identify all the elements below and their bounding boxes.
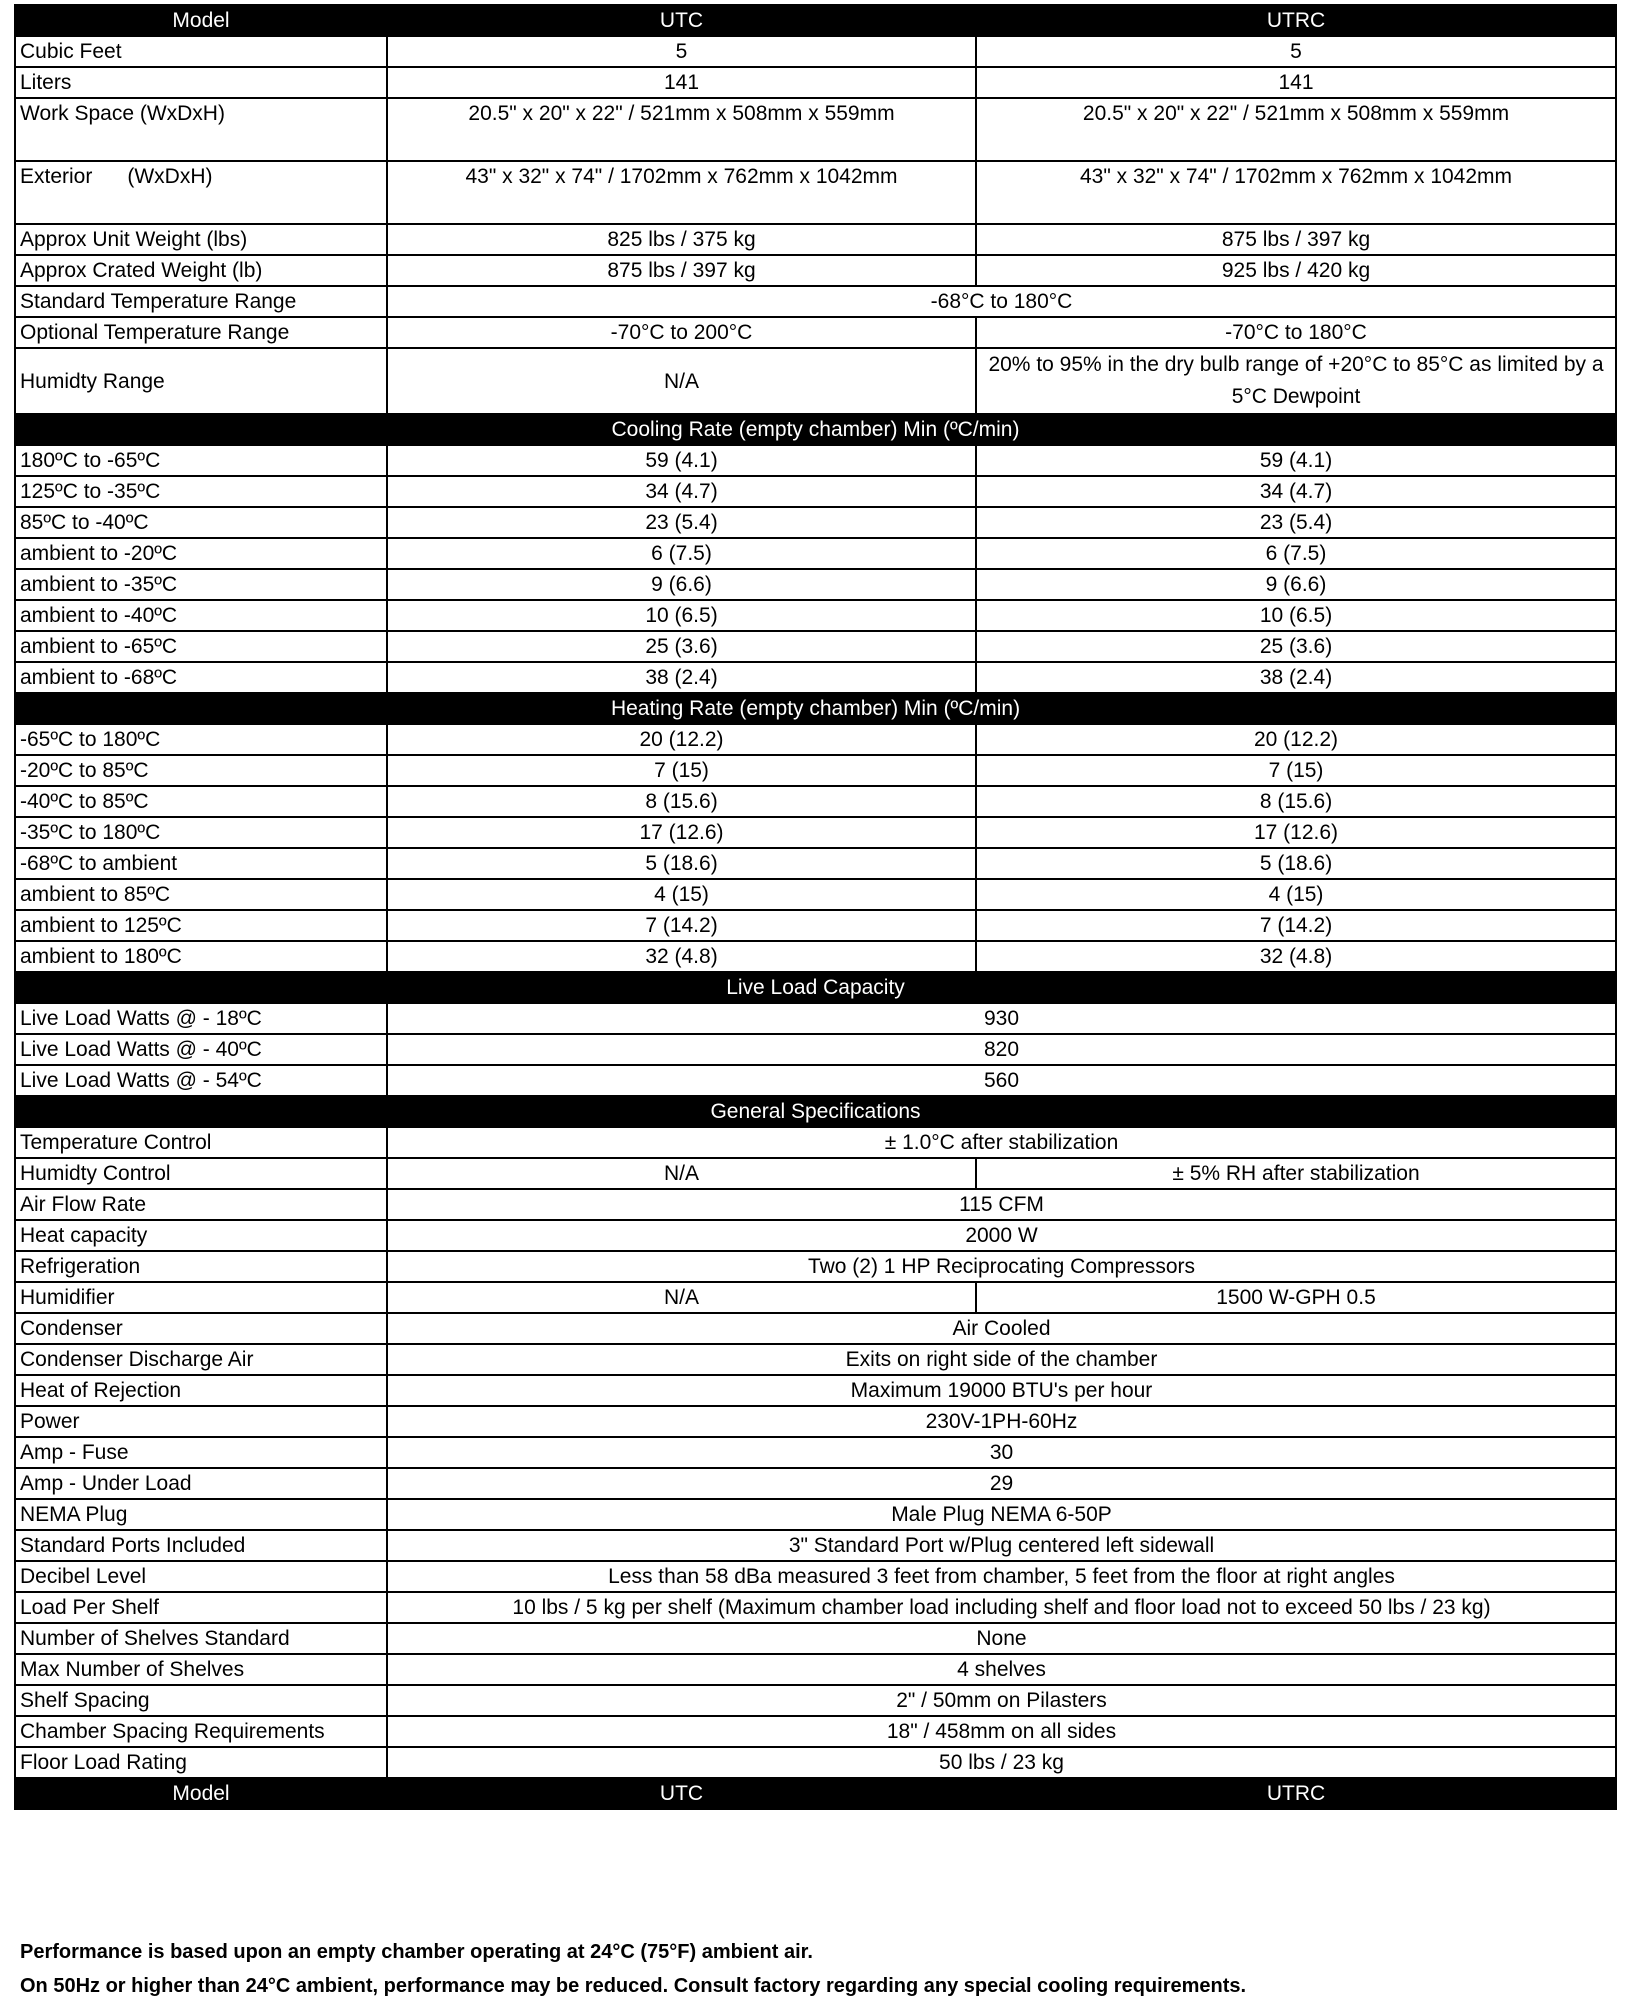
utrc-value: 7 (15) [976,755,1616,786]
row-label: Humidty Control [15,1158,387,1189]
row-temperature-control [15,1127,1616,1158]
utc-value: 7 (15) [387,755,976,786]
footer-utrc: UTRC [976,1778,1616,1809]
row-heat-capacity [15,1220,1616,1251]
shared-value: 930 [387,1003,1616,1034]
row-label: Heat capacity [15,1220,387,1251]
utc-value: 23 (5.4) [387,507,976,538]
utc-value: -70°C to 200°C [387,317,976,348]
table-row [15,631,1616,662]
spec-table [14,4,1617,1810]
utc-value: 38 (2.4) [387,662,976,693]
utc-value: 825 lbs / 375 kg [387,224,976,255]
table-row [15,910,1616,941]
table-row [15,724,1616,755]
shared-value: 29 [387,1468,1616,1499]
general-rows [15,1313,1616,1778]
shared-value: -68°C to 180°C [387,286,1616,317]
table-row [15,1592,1616,1623]
utrc-value: 34 (4.7) [976,476,1616,507]
utrc-value: 17 (12.6) [976,817,1616,848]
shared-value: None [387,1623,1616,1654]
utc-value: N/A [387,1158,976,1189]
table-row [15,1313,1616,1344]
table-row [15,786,1616,817]
row-label: -65ºC to 180ºC [15,724,387,755]
row-label: Chamber Spacing Requirements [15,1716,387,1747]
row-label: Standard Temperature Range [15,286,387,317]
row-label: Air Flow Rate [15,1189,387,1220]
row-label: ambient to -35ºC [15,569,387,600]
utrc-value: 23 (5.4) [976,507,1616,538]
row-label: Exterior (WxDxH) [15,161,387,224]
table-row [15,445,1616,476]
table-row [15,1375,1616,1406]
utrc-value: 925 lbs / 420 kg [976,255,1616,286]
table-row [15,662,1616,693]
table-row [15,1623,1616,1654]
shared-value: Male Plug NEMA 6-50P [387,1499,1616,1530]
footer-row [15,1778,1616,1809]
table-row [15,755,1616,786]
shared-value: Exits on right side of the chamber [387,1344,1616,1375]
table-row [15,1654,1616,1685]
table-row [15,1499,1616,1530]
row-cubic-feet [15,36,1616,67]
table-row [15,1065,1616,1096]
spec-sheet [14,4,1615,1810]
utrc-value: 20 (12.2) [976,724,1616,755]
live-load-rows [15,1003,1616,1096]
utc-value: 43" x 32" x 74" / 1702mm x 762mm x 1042mm [387,161,976,224]
utrc-value: 7 (14.2) [976,910,1616,941]
row-label: Cubic Feet [15,36,387,67]
utrc-value: 5 [976,36,1616,67]
table-row [15,1406,1616,1437]
row-label: 85ºC to -40ºC [15,507,387,538]
row-work-space [15,98,1616,161]
table-row [15,538,1616,569]
row-optional-temp [15,317,1616,348]
row-standard-temp [15,286,1616,317]
section-title: Live Load Capacity [15,972,1616,1003]
row-label: Refrigeration [15,1251,387,1282]
row-label: ambient to 180ºC [15,941,387,972]
table-row [15,817,1616,848]
footer-model: Model [15,1778,387,1809]
utrc-value: 9 (6.6) [976,569,1616,600]
utrc-value: 6 (7.5) [976,538,1616,569]
utrc-value: 4 (15) [976,879,1616,910]
utc-value: 141 [387,67,976,98]
row-label: ambient to 125ºC [15,910,387,941]
note-line: On 50Hz or higher than 24°C ambient, performance may be reduced. Consult factory regarding any special cooling requirements. [20,1975,1247,1997]
row-label: Live Load Watts @ - 18ºC [15,1003,387,1034]
shared-value: 2" / 50mm on Pilasters [387,1685,1616,1716]
row-label: -40ºC to 85ºC [15,786,387,817]
section-title: General Specifications [15,1096,1616,1127]
row-label: Optional Temperature Range [15,317,387,348]
shared-value: 560 [387,1065,1616,1096]
row-label: Work Space (WxDxH) [15,98,387,161]
row-label: Standard Ports Included [15,1530,387,1561]
table-row [15,1034,1616,1065]
section-cooling [15,414,1616,445]
section-title: Heating Rate (empty chamber) Min (ºC/min) [15,693,1616,724]
row-humidity-control [15,1158,1616,1189]
row-exterior [15,161,1616,224]
header-model: Model [15,5,387,36]
utrc-value: 5 (18.6) [976,848,1616,879]
row-liters [15,67,1616,98]
utrc-value: 43" x 32" x 74" / 1702mm x 762mm x 1042mm [976,161,1616,224]
utrc-value: 10 (6.5) [976,600,1616,631]
row-label: 125ºC to -35ºC [15,476,387,507]
row-humidifier [15,1282,1616,1313]
header-row [15,5,1616,36]
table-row [15,879,1616,910]
table-row [15,600,1616,631]
utc-value: N/A [387,348,976,414]
shared-value: 10 lbs / 5 kg per shelf (Maximum chamber load including shelf and floor load not to exceed 50 lbs / 23 kg) [387,1592,1616,1623]
shared-value: ± 1.0°C after stabilization [387,1127,1616,1158]
cooling-rows [15,445,1616,693]
row-label: Condenser Discharge Air [15,1344,387,1375]
row-crated-weight [15,255,1616,286]
shared-value: 3" Standard Port w/Plug centered left sidewall [387,1530,1616,1561]
row-label: ambient to -65ºC [15,631,387,662]
row-label: Live Load Watts @ - 40ºC [15,1034,387,1065]
shared-value: 230V-1PH-60Hz [387,1406,1616,1437]
row-label: ambient to 85ºC [15,879,387,910]
utc-value: 4 (15) [387,879,976,910]
table-row [15,507,1616,538]
row-label: Decibel Level [15,1561,387,1592]
row-refrigeration [15,1251,1616,1282]
row-label: Humidifier [15,1282,387,1313]
utrc-value: 20.5" x 20" x 22" / 521mm x 508mm x 559mm [976,98,1616,161]
utc-value: 25 (3.6) [387,631,976,662]
table-row [15,1344,1616,1375]
utc-value: 875 lbs / 397 kg [387,255,976,286]
row-label: Number of Shelves Standard [15,1623,387,1654]
row-label: Max Number of Shelves [15,1654,387,1685]
utc-value: 34 (4.7) [387,476,976,507]
table-row [15,1685,1616,1716]
row-label: Floor Load Rating [15,1747,387,1778]
utrc-value: 25 (3.6) [976,631,1616,662]
utrc-value: 1500 W-GPH 0.5 [976,1282,1616,1313]
row-label: Heat of Rejection [15,1375,387,1406]
shared-value: 820 [387,1034,1616,1065]
shared-value: 30 [387,1437,1616,1468]
table-row [15,1530,1616,1561]
row-label: -35ºC to 180ºC [15,817,387,848]
utc-value: 7 (14.2) [387,910,976,941]
row-label: Liters [15,67,387,98]
row-air-flow [15,1189,1616,1220]
utc-value: 5 (18.6) [387,848,976,879]
utc-value: 17 (12.6) [387,817,976,848]
table-row [15,1716,1616,1747]
row-label: ambient to -68ºC [15,662,387,693]
table-row [15,476,1616,507]
shared-value: Air Cooled [387,1313,1616,1344]
row-label: -68ºC to ambient [15,848,387,879]
row-humidity-range [15,348,1616,414]
row-label: ambient to -40ºC [15,600,387,631]
row-label: NEMA Plug [15,1499,387,1530]
row-label: ambient to -20ºC [15,538,387,569]
row-label: Temperature Control [15,1127,387,1158]
utc-value: 8 (15.6) [387,786,976,817]
row-label: Approx Unit Weight (lbs) [15,224,387,255]
row-label: Amp - Under Load [15,1468,387,1499]
utrc-value: 875 lbs / 397 kg [976,224,1616,255]
utrc-value: ± 5% RH after stabilization [976,1158,1616,1189]
table-row [15,848,1616,879]
shared-value: 4 shelves [387,1654,1616,1685]
section-title: Cooling Rate (empty chamber) Min (ºC/min) [15,414,1616,445]
row-unit-weight [15,224,1616,255]
utc-value: 20 (12.2) [387,724,976,755]
utc-value: 10 (6.5) [387,600,976,631]
row-label: Approx Crated Weight (lb) [15,255,387,286]
utc-value: 32 (4.8) [387,941,976,972]
row-label: Amp - Fuse [15,1437,387,1468]
row-label: Load Per Shelf [15,1592,387,1623]
shared-value: Two (2) 1 HP Reciprocating Compressors [387,1251,1616,1282]
utc-value: 59 (4.1) [387,445,976,476]
utrc-value: 32 (4.8) [976,941,1616,972]
shared-value: Less than 58 dBa measured 3 feet from chamber, 5 feet from the floor at right angles [387,1561,1616,1592]
section-live-load [15,972,1616,1003]
table-row [15,1003,1616,1034]
table-row [15,1468,1616,1499]
table-row [15,1747,1616,1778]
header-utrc: UTRC [976,5,1616,36]
utc-value: N/A [387,1282,976,1313]
table-row [15,941,1616,972]
shared-value: 115 CFM [387,1189,1616,1220]
utrc-value: -70°C to 180°C [976,317,1616,348]
utrc-value: 59 (4.1) [976,445,1616,476]
row-label: Humidty Range [15,348,387,414]
row-label: -20ºC to 85ºC [15,755,387,786]
utc-value: 5 [387,36,976,67]
row-label: Live Load Watts @ - 54ºC [15,1065,387,1096]
row-label: Power [15,1406,387,1437]
header-utc: UTC [387,5,976,36]
table-row [15,569,1616,600]
row-label: Shelf Spacing [15,1685,387,1716]
utc-value: 9 (6.6) [387,569,976,600]
row-label: Condenser [15,1313,387,1344]
utrc-value: 38 (2.4) [976,662,1616,693]
section-general [15,1096,1616,1127]
shared-value: Maximum 19000 BTU's per hour [387,1375,1616,1406]
row-label: 180ºC to -65ºC [15,445,387,476]
table-row [15,1437,1616,1468]
utc-value: 20.5" x 20" x 22" / 521mm x 508mm x 559mm [387,98,976,161]
note-line: Performance is based upon an empty chamber operating at 24°C (75°F) ambient air. [20,1941,813,1963]
shared-value: 50 lbs / 23 kg [387,1747,1616,1778]
heating-rows [15,724,1616,972]
shared-value: 2000 W [387,1220,1616,1251]
utrc-value: 141 [976,67,1616,98]
shared-value: 18" / 458mm on all sides [387,1716,1616,1747]
utc-value: 6 (7.5) [387,538,976,569]
table-row [15,1561,1616,1592]
footer-utc: UTC [387,1778,976,1809]
utrc-value: 8 (15.6) [976,786,1616,817]
performance-notes [20,1935,1610,2003]
utrc-value: 20% to 95% in the dry bulb range of +20°C to 85°C as limited by a 5°C Dewpoint [976,348,1616,414]
section-heating [15,693,1616,724]
